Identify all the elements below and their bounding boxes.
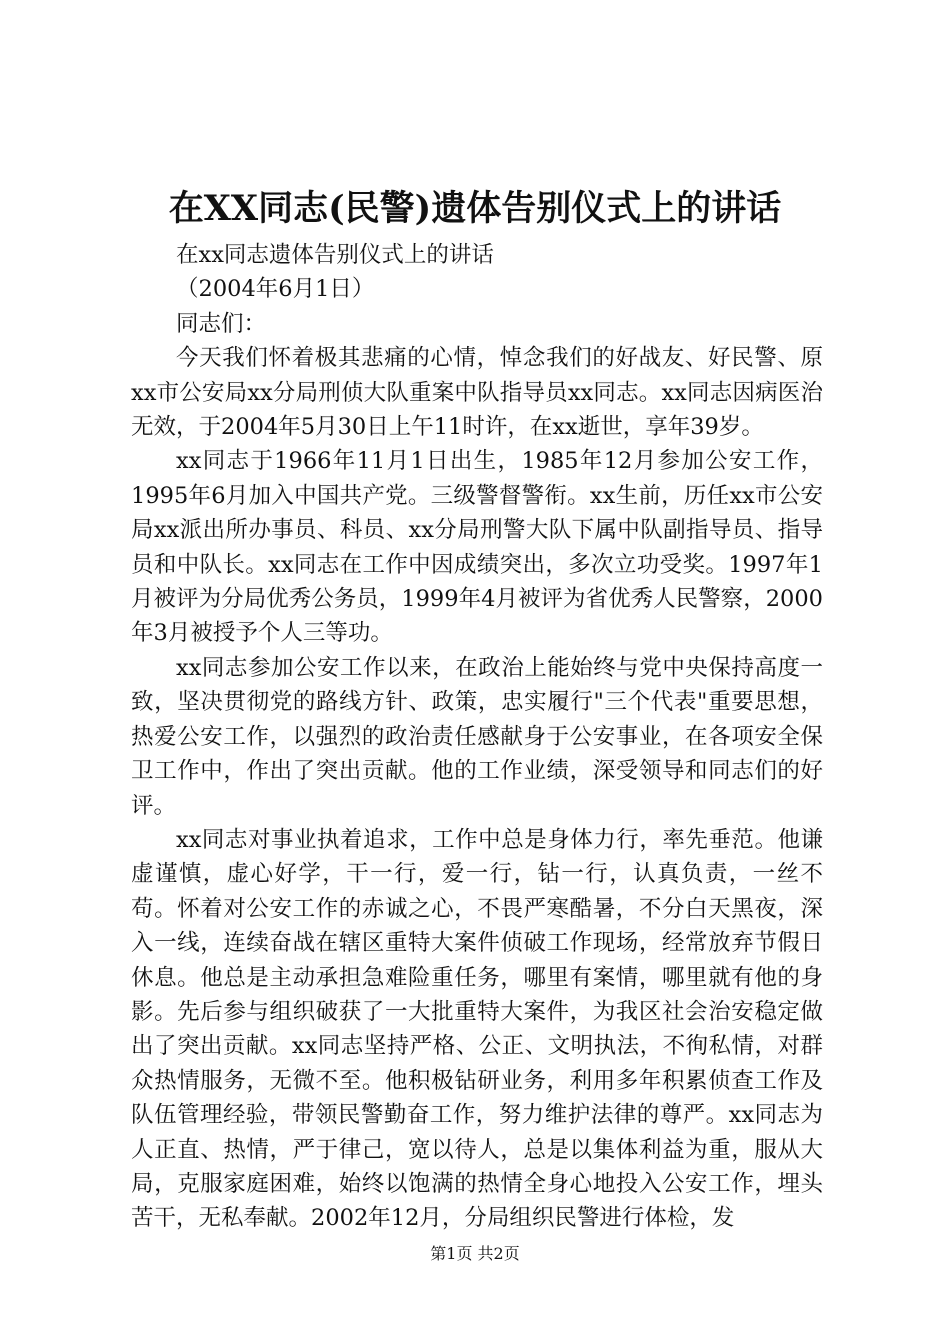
paragraph-4: xx同志对事业执着追求，工作中总是身体力行，率先垂范。他谦虚谨慎，虚心好学，干一行，爱一行，钻一行，认真负责，一丝不苟。怀着对公安工作的赤诚之心，不畏严寒酷暑，不分白天黑夜，深入一线，连续奋战在辖区重特大案件侦破工作现场，经常放弃节假日休息。他总是主动承担急难险重任务，哪里有案情，哪里就有他的身影。先后参与组织破获了一大批重特大案件，为我区社会治安稳定做出了突出贡献。xx同志坚持严格、公正、文明执法，不徇私情，对群众热情服务，无微不至。他积极钻研业务，利用多年积累侦查工作及队伍管理经验，带领民警勤奋工作，努力维护法律的尊严。xx同志为人正直、热情，严于律己，宽以待人，总是以集体利益为重，服从大局，克服家庭困难，始终以饱满的热情全身心地投入公安工作，埋头苦干，无私奉献。2002年12月，分局组织民警进行体检，发 xyxy=(131,826,823,1232)
paragraph-3: xx同志参加公安工作以来，在政治上能始终与党中央保持高度一致，坚决贯彻党的路线方针、政策，忠实履行"三个代表"重要思想，热爱公安工作，以强烈的政治责任感献身于公安事业，在各项安全保卫工作中，作出了突出贡献。他的工作业绩，深受领导和同志们的好评。 xyxy=(131,654,823,819)
speech-date: （2004年6月1日） xyxy=(176,276,375,303)
speech-heading: 在xx同志遗体告别仪式上的讲话 xyxy=(176,242,494,268)
document-body xyxy=(131,238,823,1236)
paragraph-1: 今天我们怀着极其悲痛的心情，悼念我们的好战友、好民警、原xx市公安局xx分局刑侦大队重案中队指导员xx同志。xx同志因病医治无效，于2004年5月30日上午11时许，在xx逝世，享年39岁。 xyxy=(131,345,823,441)
paragraph-2: xx同志于1966年11月1日出生，1985年12月参加公安工作，1995年6月加入中国共产党。三级警督警衔。xx生前，历任xx市公安局xx派出所办事员、科员、xx分局刑警大队下属中队副指导员、指导员和中队长。xx同志在工作中因成绩突出，多次立功受奖。1997年1月被评为分局优秀公务员，1999年4月被评为省优秀人民警察，2000年3月被授予个人三等功。 xyxy=(131,448,823,647)
page-number-footer: 第1页 共2页 xyxy=(430,1244,520,1263)
salutation: 同志们： xyxy=(176,310,267,337)
document-title: 在XX同志(民警)遗体告别仪式上的讲话 xyxy=(168,188,782,229)
